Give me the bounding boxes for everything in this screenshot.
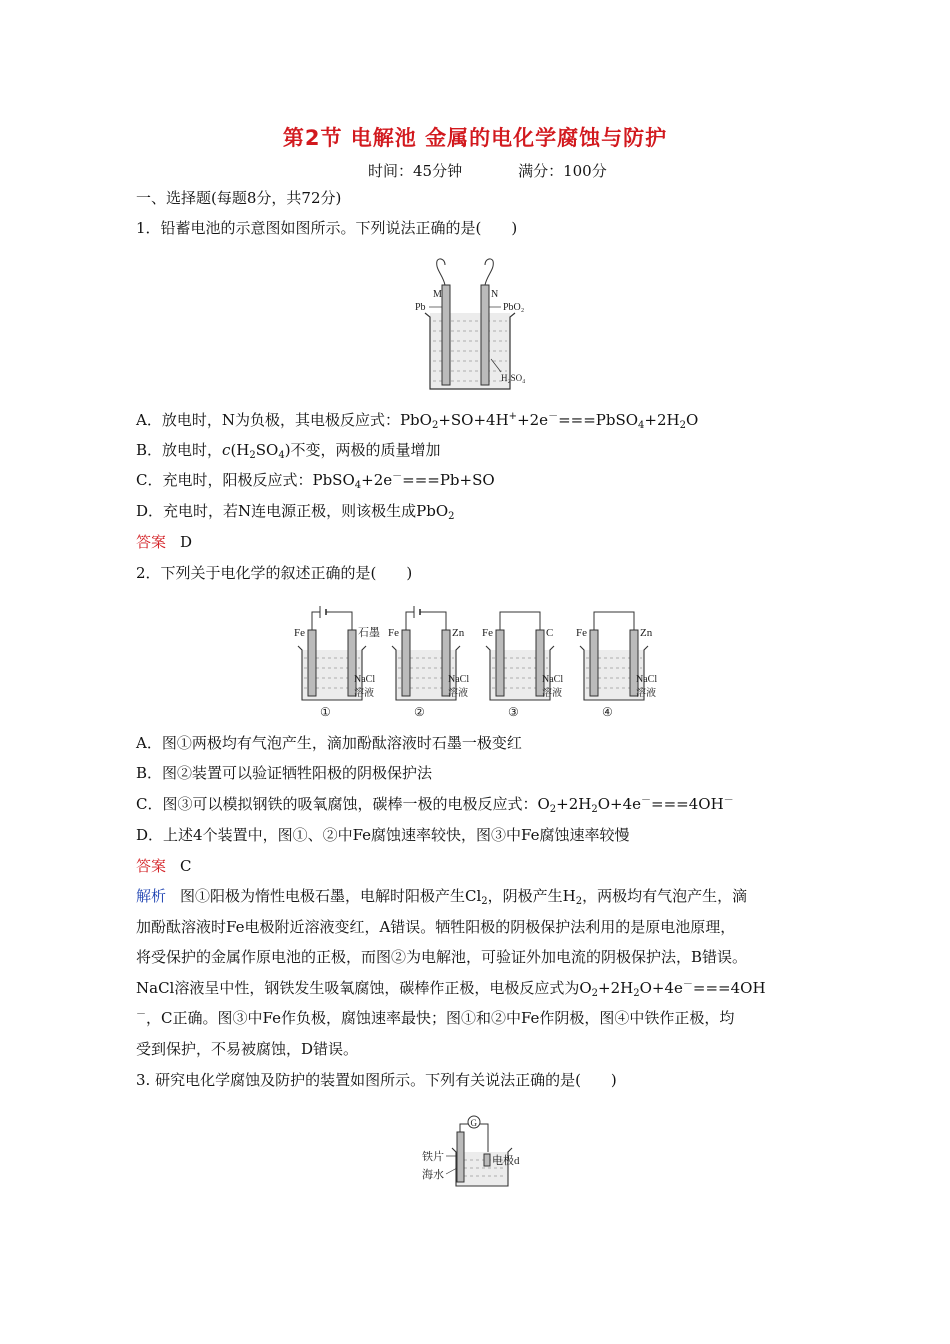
q2-cell-3 [482,612,563,719]
q1-label-pb: Pb [415,302,426,313]
q2-cell-1-number: ① [320,705,331,719]
q3-stem: 3. 研究电化学腐蚀及防护的装置如图所示。下列有关说法正确的是( ) [136,1071,617,1089]
q2-cell-4-left-label: Fe [576,627,587,639]
q1-option-b: B．放电时，$c(H_2SO_4)$不变，两极的质量增加 [136,441,441,461]
q1-battery-figure [405,255,535,395]
q2-explanation-line-4: NaCl溶液呈中性，钢铁发生吸氧腐蚀，碳棒作正极，电极反应式为$O_2+2H_2O+4e^-===4OH$ [136,979,766,999]
q2-option-c: C．图③可以模拟钢铁的吸氧腐蚀，碳棒一极的电极反应式：$O_2+2H_2O+4e^-===4OH^-$ [136,795,734,815]
q3-corrosion-figure [420,1108,530,1190]
q1-stem: 1．铅蓄电池的示意图如图所示。下列说法正确的是( ) [136,219,518,237]
q2-cell-1-solution: NaCl [354,674,376,685]
q1-wire-left [437,259,445,285]
q2-cell-2-left-label: Fe [388,627,399,639]
q3-iron-label: 铁片 [422,1151,444,1163]
time-limit: 时间：45分钟 [368,162,463,180]
q2-cell-2-solution: NaCl [448,674,470,685]
q1-wire-right [485,259,493,285]
q2-cells-figure [290,600,670,720]
q3-electrode-d [484,1154,490,1166]
q2-explanation-line-3: 将受保护的金属作原电池的正极，而图②为电解池，可验证外加电流的阴极保护法，B错误。 [136,948,748,966]
q1-label-pbo2: PbO₂ [503,302,525,313]
q2-explanation-line-2: 加酚酞溶液时Fe电极附近溶液变红，A错误。牺牲阳极的阴极保护法利用的是原电池原理， [136,918,736,936]
q1-option-d: D．充电时，若N连电源正极，则该极生成PbO$_2$ [136,502,455,522]
q2-cell-4-solution: NaCl [636,674,658,685]
q2-cell-4-solution2: 溶液 [636,688,656,699]
q2-option-a: A．图①两极均有气泡产生，滴加酚酞溶液时石墨一极变红 [136,734,522,752]
q2-cell-1-right-label: 石墨 [358,627,380,639]
q1-answer: 答案 D [136,533,193,551]
q2-cell-4 [576,612,657,719]
q1-option-c: C．充电时，阳极反应式：PbSO$_4$+2e－===Pb+SO [136,471,495,491]
q2-cell-3-right-label: C [546,627,554,639]
q1-electrode-n [481,285,489,385]
page-title: 第2节 电解池 金属的电化学腐蚀与防护 [282,126,668,150]
section-heading: 一、选择题(每题8分，共72分) [136,189,342,207]
q2-explanation-line-6: 受到保护，不易被腐蚀，D错误。 [136,1040,359,1058]
q2-cell-3-solution2: 溶液 [542,688,562,699]
q3-seawater-label: 海水 [422,1169,444,1181]
q2-cell-2-number: ② [414,705,425,719]
q2-cell-1-left-label: Fe [294,627,305,639]
q2-cell-4-number: ④ [602,705,613,719]
q2-cell-4-right-label: Zn [640,627,653,639]
q1-label-m: M [433,289,442,300]
q2-cell-2 [388,606,469,719]
q2-option-b: B．图②装置可以验证牺牲阳极的阴极保护法 [136,764,433,782]
q2-cell-3-number: ③ [508,705,519,719]
q2-answer: 答案 C [136,857,192,875]
q2-cell-2-solution2: 溶液 [448,688,468,699]
q2-cell-1-solution2: 溶液 [354,688,374,699]
exam-meta [368,160,663,181]
q1-electrode-m [442,285,450,385]
q1-option-a: A．放电时，N为负极，其电极反应式：$PbO_2+SO+4H^++2e^-===PbSO_4+2H_2O$ [136,411,699,431]
q2-cell-2-right-label: Zn [452,627,465,639]
q2-stem: 2．下列关于电化学的叙述正确的是( ) [136,564,413,582]
full-score: 满分：100分 [518,162,607,180]
q2-cell-3-solution: NaCl [542,674,564,685]
q3-iron-plate [457,1132,464,1182]
q3-electrode-label: 电极d [492,1155,520,1167]
q2-explanation-line-5: －，C正确。图③中Fe作负极，腐蚀速率最快；图①和②中Fe作阴极，图④中铁作正极，均 [136,1009,735,1027]
q1-label-acid: H₂SO₄ [501,373,526,383]
q2-option-d: D．上述4个装置中，图①、②中Fe腐蚀速率较快，图③中Fe腐蚀速率较慢 [136,826,630,844]
q3-meter-label: G [470,1118,477,1128]
q2-cell-1 [294,606,380,719]
q2-explanation-line-1: 解析 图①阳极为惰性电极石墨，电解时阳极产生$Cl_2$，阴极产生$H_2$，两极均有气泡产生，滴 [136,887,748,907]
q2-cell-3-left-label: Fe [482,627,493,639]
q1-label-n: N [491,289,499,300]
